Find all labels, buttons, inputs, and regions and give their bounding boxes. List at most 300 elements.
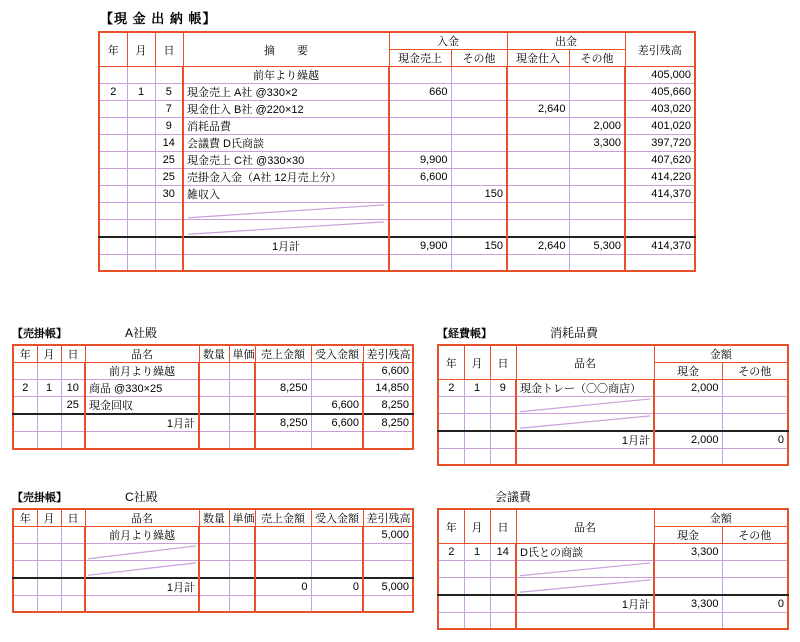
cell-balance: 403,020 bbox=[625, 101, 695, 118]
cell-strike bbox=[85, 561, 199, 578]
cell-total-label: 1月計 bbox=[516, 431, 654, 449]
cell-received-amount: 6,600 bbox=[311, 397, 363, 415]
cell-total-label: 1月計 bbox=[516, 595, 654, 613]
cell-income-other bbox=[451, 135, 507, 152]
exp-1-label: 【経費帳】 bbox=[437, 328, 492, 340]
cell-total-other: 0 bbox=[722, 595, 788, 613]
col-day: 日 bbox=[61, 509, 85, 527]
cell-cash-sales bbox=[389, 203, 451, 220]
blank-row bbox=[438, 578, 788, 595]
total-row bbox=[13, 578, 413, 596]
cell-month bbox=[127, 152, 155, 169]
expense-consumables-section bbox=[437, 325, 789, 466]
cell-sales-amount: 8,250 bbox=[255, 380, 311, 397]
cell-month bbox=[464, 578, 490, 595]
cell-month bbox=[464, 414, 490, 431]
cell-year bbox=[13, 397, 37, 415]
cell-total-other: 0 bbox=[722, 431, 788, 449]
cell-day bbox=[490, 595, 516, 613]
ar-a-header bbox=[12, 325, 414, 341]
cell-empty bbox=[99, 254, 127, 271]
col-balance: 差引残高 bbox=[363, 345, 413, 363]
col-unit-price: 単価 bbox=[229, 509, 255, 527]
cell-expense-other bbox=[569, 203, 625, 220]
cell-year bbox=[99, 186, 127, 203]
cell-strike bbox=[516, 578, 654, 595]
cell-month bbox=[127, 237, 155, 255]
total-row bbox=[438, 595, 788, 613]
cell-cash bbox=[654, 397, 722, 414]
cell-empty bbox=[464, 448, 490, 465]
table-row bbox=[99, 186, 695, 203]
col-year: 年 bbox=[99, 32, 127, 67]
col-amount-group: 金額 bbox=[654, 509, 788, 527]
cell-total-label: 1月計 bbox=[183, 237, 389, 255]
cell-month bbox=[127, 135, 155, 152]
cell-empty bbox=[255, 595, 311, 612]
cell-empty bbox=[516, 612, 654, 629]
cell-empty bbox=[569, 254, 625, 271]
col-item: 品名 bbox=[85, 345, 199, 363]
cell-day: 5 bbox=[155, 84, 183, 101]
cell-received-amount bbox=[311, 363, 363, 380]
cell-balance bbox=[363, 561, 413, 578]
col-cash-purchase: 現金仕入 bbox=[507, 50, 569, 67]
col-expense-group: 出金 bbox=[507, 32, 625, 50]
cell-cash-purchase bbox=[507, 118, 569, 135]
cell-day bbox=[490, 414, 516, 431]
cell-empty bbox=[438, 612, 464, 629]
col-received-amount: 受入金額 bbox=[311, 345, 363, 363]
cash-book-title: 【現 金 出 納 帳】 bbox=[100, 11, 217, 26]
cell-day bbox=[61, 578, 85, 596]
cell-strike bbox=[85, 544, 199, 561]
cell-expense-other bbox=[569, 152, 625, 169]
cell-day: 30 bbox=[155, 186, 183, 203]
cell-total-income-other: 150 bbox=[451, 237, 507, 255]
ar-c-header bbox=[12, 489, 414, 505]
cell-year bbox=[99, 101, 127, 118]
exp-2-header bbox=[437, 489, 789, 505]
cell-month: 1 bbox=[127, 84, 155, 101]
cell-income-other bbox=[451, 118, 507, 135]
accounts-receivable-c-section bbox=[12, 489, 414, 613]
cell-item: 前月より繰越 bbox=[85, 527, 199, 544]
ar-c-body bbox=[13, 527, 413, 613]
cell-day: 25 bbox=[61, 397, 85, 415]
cell-day bbox=[490, 431, 516, 449]
ar-a-label: 【売掛帳】 bbox=[12, 328, 67, 340]
blank-row bbox=[99, 203, 695, 220]
cell-received-amount bbox=[311, 527, 363, 544]
ar-c-table bbox=[12, 508, 414, 613]
cell-strike bbox=[183, 203, 389, 220]
cell-balance: 414,220 bbox=[625, 169, 695, 186]
cell-expense-other bbox=[569, 169, 625, 186]
cell-unit-price bbox=[229, 578, 255, 596]
cell-month bbox=[37, 544, 61, 561]
cell-cash bbox=[654, 578, 722, 595]
cell-day: 25 bbox=[155, 152, 183, 169]
cell-month bbox=[127, 118, 155, 135]
cell-empty bbox=[451, 254, 507, 271]
cell-cash-purchase bbox=[507, 203, 569, 220]
col-month: 月 bbox=[37, 345, 61, 363]
total-row bbox=[99, 237, 695, 255]
cell-cash-purchase bbox=[507, 169, 569, 186]
cell-day bbox=[490, 578, 516, 595]
cell-total-cash: 3,300 bbox=[654, 595, 722, 613]
cell-item: 商品 @330×25 bbox=[85, 380, 199, 397]
cell-day: 25 bbox=[155, 169, 183, 186]
table-row bbox=[438, 380, 788, 397]
cell-quantity bbox=[199, 380, 229, 397]
cell-day bbox=[155, 220, 183, 237]
table-row bbox=[99, 135, 695, 152]
cell-unit-price bbox=[229, 380, 255, 397]
cell-total-cash: 2,000 bbox=[654, 431, 722, 449]
cell-year bbox=[99, 220, 127, 237]
cell-empty bbox=[654, 448, 722, 465]
cell-cash-purchase bbox=[507, 67, 569, 84]
cell-empty bbox=[516, 448, 654, 465]
cell-description: 現金売上 C社 @330×30 bbox=[183, 152, 389, 169]
col-item: 品名 bbox=[516, 345, 654, 380]
cell-total-balance: 8,250 bbox=[363, 414, 413, 432]
cell-empty bbox=[61, 432, 85, 449]
cell-balance bbox=[625, 220, 695, 237]
col-unit-price: 単価 bbox=[229, 345, 255, 363]
col-cash: 現金 bbox=[654, 363, 722, 380]
cell-sales-amount bbox=[255, 397, 311, 415]
cell-expense-other bbox=[569, 67, 625, 84]
ar-c-name: C社殿 bbox=[125, 490, 158, 504]
cell-month bbox=[464, 595, 490, 613]
cell-sales-amount bbox=[255, 527, 311, 544]
cell-cash: 2,000 bbox=[654, 380, 722, 397]
cell-quantity bbox=[199, 527, 229, 544]
cell-year: 2 bbox=[13, 380, 37, 397]
cell-empty bbox=[155, 254, 183, 271]
cell-cash-purchase bbox=[507, 152, 569, 169]
cell-year bbox=[13, 527, 37, 544]
cell-day bbox=[61, 414, 85, 432]
cell-empty bbox=[389, 254, 451, 271]
cell-cash-sales: 9,900 bbox=[389, 152, 451, 169]
cash-book-section bbox=[98, 8, 696, 272]
cell-strike bbox=[183, 220, 389, 237]
cell-day bbox=[490, 397, 516, 414]
cell-total-received: 0 bbox=[311, 578, 363, 596]
cell-empty bbox=[85, 595, 199, 612]
blank-row bbox=[438, 397, 788, 414]
col-year: 年 bbox=[13, 509, 37, 527]
cell-other bbox=[722, 397, 788, 414]
cell-year bbox=[99, 237, 127, 255]
cell-total-balance: 5,000 bbox=[363, 578, 413, 596]
cell-cash-purchase: 2,640 bbox=[507, 101, 569, 118]
cell-balance: 6,600 bbox=[363, 363, 413, 380]
cell-year bbox=[438, 397, 464, 414]
cell-total-received: 6,600 bbox=[311, 414, 363, 432]
cell-day bbox=[61, 527, 85, 544]
cell-month bbox=[464, 561, 490, 578]
table-row bbox=[13, 363, 413, 380]
ar-a-body bbox=[13, 363, 413, 449]
col-expense-other: その他 bbox=[569, 50, 625, 67]
exp-2-name: 会議費 bbox=[495, 490, 532, 504]
cell-other bbox=[722, 578, 788, 595]
cell-day bbox=[61, 544, 85, 561]
cell-month: 1 bbox=[464, 544, 490, 561]
cell-strike bbox=[516, 561, 654, 578]
cell-unit-price bbox=[229, 561, 255, 578]
col-item: 品名 bbox=[85, 509, 199, 527]
cell-received-amount bbox=[311, 544, 363, 561]
total-row bbox=[438, 431, 788, 449]
exp-1-body bbox=[438, 380, 788, 466]
cell-empty bbox=[199, 432, 229, 449]
cell-empty bbox=[13, 432, 37, 449]
cell-cash-sales bbox=[389, 186, 451, 203]
col-balance: 差引残高 bbox=[363, 509, 413, 527]
cell-quantity bbox=[199, 578, 229, 596]
table-row bbox=[99, 101, 695, 118]
footer-row bbox=[438, 448, 788, 465]
cell-balance: 397,720 bbox=[625, 135, 695, 152]
col-day: 日 bbox=[155, 32, 183, 67]
cell-total-balance: 414,370 bbox=[625, 237, 695, 255]
cash-book-body bbox=[99, 67, 695, 272]
col-month: 月 bbox=[464, 509, 490, 544]
ar-c-label: 【売掛帳】 bbox=[12, 492, 67, 504]
cell-year bbox=[13, 561, 37, 578]
cell-empty bbox=[13, 595, 37, 612]
cell-strike bbox=[516, 414, 654, 431]
cell-description: 前年より繰越 bbox=[183, 67, 389, 84]
col-day: 日 bbox=[490, 509, 516, 544]
cell-day bbox=[61, 363, 85, 380]
cell-unit-price bbox=[229, 527, 255, 544]
cell-empty bbox=[507, 254, 569, 271]
cell-month bbox=[127, 101, 155, 118]
cell-empty bbox=[85, 432, 199, 449]
cell-month: 1 bbox=[464, 380, 490, 397]
blank-row bbox=[13, 561, 413, 578]
blank-row bbox=[438, 561, 788, 578]
cell-year bbox=[99, 169, 127, 186]
footer-row bbox=[99, 254, 695, 271]
footer-row bbox=[13, 432, 413, 449]
ar-a-name: A社殿 bbox=[125, 326, 158, 340]
cell-sales-amount bbox=[255, 544, 311, 561]
cell-empty bbox=[199, 595, 229, 612]
cell-day: 9 bbox=[490, 380, 516, 397]
cell-balance: 401,020 bbox=[625, 118, 695, 135]
col-month: 月 bbox=[127, 32, 155, 67]
cell-day bbox=[155, 67, 183, 84]
cell-empty bbox=[625, 254, 695, 271]
cell-month bbox=[37, 578, 61, 596]
col-item: 品名 bbox=[516, 509, 654, 544]
cell-total-label: 1月計 bbox=[85, 578, 199, 596]
col-day: 日 bbox=[490, 345, 516, 380]
cell-cash bbox=[654, 561, 722, 578]
cell-expense-other bbox=[569, 186, 625, 203]
cell-other bbox=[722, 544, 788, 561]
col-other: その他 bbox=[722, 527, 788, 544]
table-header-row bbox=[438, 509, 788, 527]
cell-empty bbox=[654, 612, 722, 629]
cell-empty bbox=[490, 612, 516, 629]
cell-year bbox=[13, 414, 37, 432]
cell-quantity bbox=[199, 414, 229, 432]
table-header-row bbox=[13, 509, 413, 527]
col-year: 年 bbox=[13, 345, 37, 363]
cell-day: 10 bbox=[61, 380, 85, 397]
cell-item: 現金トレー（〇〇商店） bbox=[516, 380, 654, 397]
cell-expense-other bbox=[569, 101, 625, 118]
cell-income-other: 150 bbox=[451, 186, 507, 203]
cell-cash-purchase bbox=[507, 186, 569, 203]
cell-empty bbox=[127, 254, 155, 271]
table-row bbox=[99, 67, 695, 84]
cell-quantity bbox=[199, 363, 229, 380]
cell-month bbox=[37, 561, 61, 578]
footer-row bbox=[13, 595, 413, 612]
cell-year bbox=[438, 414, 464, 431]
cell-empty bbox=[722, 448, 788, 465]
cell-day bbox=[155, 203, 183, 220]
cell-empty bbox=[722, 612, 788, 629]
cell-cash-sales bbox=[389, 220, 451, 237]
exp-1-table bbox=[437, 344, 789, 466]
cell-empty bbox=[363, 432, 413, 449]
cell-expense-other: 2,000 bbox=[569, 118, 625, 135]
cell-received-amount bbox=[311, 561, 363, 578]
cell-description: 会議費 D氏商談 bbox=[183, 135, 389, 152]
blank-row bbox=[438, 414, 788, 431]
cell-day bbox=[155, 237, 183, 255]
cell-income-other bbox=[451, 67, 507, 84]
cell-strike bbox=[516, 397, 654, 414]
cell-income-other bbox=[451, 101, 507, 118]
cell-year bbox=[13, 578, 37, 596]
cell-day: 14 bbox=[490, 544, 516, 561]
cell-year: 2 bbox=[438, 544, 464, 561]
cell-month bbox=[464, 397, 490, 414]
col-day: 日 bbox=[61, 345, 85, 363]
cash-book-table bbox=[98, 31, 696, 272]
cell-description: 消耗品費 bbox=[183, 118, 389, 135]
cell-year bbox=[438, 595, 464, 613]
cell-sales-amount bbox=[255, 363, 311, 380]
cell-total-cash-purchase: 2,640 bbox=[507, 237, 569, 255]
cell-month bbox=[127, 67, 155, 84]
cell-income-other bbox=[451, 152, 507, 169]
cell-item: 現金回収 bbox=[85, 397, 199, 415]
cell-year bbox=[438, 561, 464, 578]
cell-total-cash-sales: 9,900 bbox=[389, 237, 451, 255]
cell-year bbox=[99, 118, 127, 135]
col-other: その他 bbox=[722, 363, 788, 380]
total-row bbox=[13, 414, 413, 432]
cell-income-other bbox=[451, 203, 507, 220]
table-header-row bbox=[13, 345, 413, 363]
cell-year bbox=[438, 431, 464, 449]
cell-quantity bbox=[199, 561, 229, 578]
table-header-row bbox=[438, 345, 788, 363]
col-quantity: 数量 bbox=[199, 509, 229, 527]
cell-month bbox=[37, 397, 61, 415]
cell-unit-price bbox=[229, 397, 255, 415]
cell-empty bbox=[229, 432, 255, 449]
cell-month bbox=[127, 220, 155, 237]
cell-quantity bbox=[199, 397, 229, 415]
cell-balance: 8,250 bbox=[363, 397, 413, 415]
ar-a-table bbox=[12, 344, 414, 450]
table-row bbox=[99, 152, 695, 169]
cell-day: 7 bbox=[155, 101, 183, 118]
footer-row bbox=[438, 612, 788, 629]
col-month: 月 bbox=[37, 509, 61, 527]
table-header-row bbox=[99, 32, 695, 50]
cell-cash bbox=[654, 414, 722, 431]
cell-empty bbox=[363, 595, 413, 612]
cell-cash: 3,300 bbox=[654, 544, 722, 561]
cell-year: 2 bbox=[438, 380, 464, 397]
cell-empty bbox=[61, 595, 85, 612]
exp-2-body bbox=[438, 544, 788, 630]
cell-year bbox=[99, 67, 127, 84]
cell-empty bbox=[255, 432, 311, 449]
cell-cash-sales bbox=[389, 135, 451, 152]
cell-income-other bbox=[451, 220, 507, 237]
cell-month bbox=[127, 203, 155, 220]
cell-balance: 405,660 bbox=[625, 84, 695, 101]
cell-sales-amount bbox=[255, 561, 311, 578]
cell-empty bbox=[37, 432, 61, 449]
accounts-receivable-a-section bbox=[12, 325, 414, 450]
cell-total-label: 1月計 bbox=[85, 414, 199, 432]
cell-item: 前月より繰越 bbox=[85, 363, 199, 380]
cell-empty bbox=[311, 595, 363, 612]
cell-expense-other bbox=[569, 220, 625, 237]
cell-cash-purchase bbox=[507, 84, 569, 101]
table-row bbox=[13, 380, 413, 397]
cell-empty bbox=[311, 432, 363, 449]
cell-description: 売掛金入金（A社 12月売上分） bbox=[183, 169, 389, 186]
cell-day bbox=[61, 561, 85, 578]
col-received-amount: 受入金額 bbox=[311, 509, 363, 527]
blank-row bbox=[13, 544, 413, 561]
cell-month bbox=[127, 186, 155, 203]
cell-unit-price bbox=[229, 363, 255, 380]
cell-balance: 414,370 bbox=[625, 186, 695, 203]
col-sales-amount: 売上金額 bbox=[255, 509, 311, 527]
cell-unit-price bbox=[229, 544, 255, 561]
cell-balance: 5,000 bbox=[363, 527, 413, 544]
col-year: 年 bbox=[438, 509, 464, 544]
expense-meeting-section bbox=[437, 489, 789, 630]
cell-income-other bbox=[451, 169, 507, 186]
cell-month bbox=[464, 431, 490, 449]
col-month: 月 bbox=[464, 345, 490, 380]
cell-balance: 14,850 bbox=[363, 380, 413, 397]
table-row bbox=[99, 118, 695, 135]
cell-cash-purchase bbox=[507, 220, 569, 237]
cell-empty bbox=[464, 612, 490, 629]
